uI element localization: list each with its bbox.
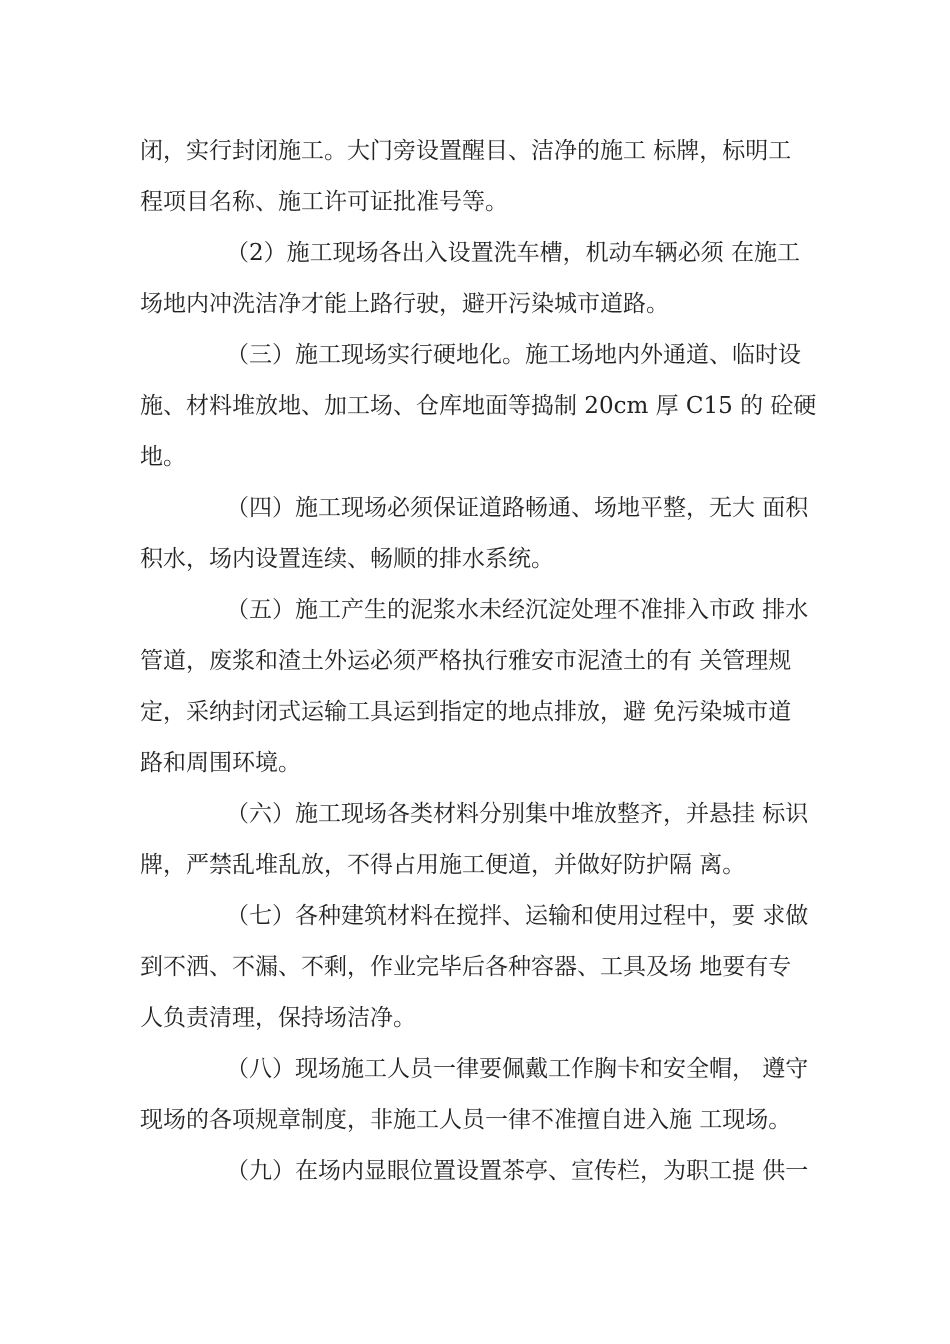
paragraph-start-line: （八）现场施工人员一律要佩戴工作胸卡和安全帽， 遵守 <box>226 1056 809 1082</box>
paragraph-start-line: （五）施工产生的泥浆水未经沉淀处理不准排入市政 排水 <box>226 597 809 623</box>
text-line: 地。 <box>140 444 186 470</box>
paragraph-start-line: （四）施工现场必须保证道路畅通、场地平整，无大 面积 <box>226 495 809 521</box>
text-line: 牌，严禁乱堆乱放，不得占用施工便道，并做好防护隔 离。 <box>140 852 746 878</box>
text-line: 管道，废浆和渣土外运必须严格执行雅安市泥渣土的有 关管理规 <box>140 648 792 674</box>
paragraph-start-line: （2）施工现场各出入设置洗车槽，机动车辆必须 在施工 <box>226 240 800 266</box>
text-line: 积水，场内设置连续、畅顺的排水系统。 <box>140 546 554 572</box>
text-line: 定，采纳封闭式运输工具运到指定的地点排放，避 免污染城市道 <box>140 699 792 725</box>
paragraph-start-line: （三）施工现场实行硬地化。施工场地内外通道、临时设 <box>226 342 801 368</box>
text-line: 闭，实行封闭施工。大门旁设置醒目、洁净的施工 标牌，标明工 <box>140 138 792 164</box>
text-line: 施、材料堆放地、加工场、仓库地面等捣制 20cm 厚 C15 的 砼硬 <box>140 393 817 419</box>
text-line: 路和周围环境。 <box>140 750 301 776</box>
text-line: 人负责清理，保持场洁净。 <box>140 1005 416 1031</box>
text-line: 场地内冲洗洁净才能上路行驶，避开污染城市道路。 <box>140 291 669 317</box>
paragraph-start-line: （七）各种建筑材料在搅拌、运输和使用过程中，要 求做 <box>226 903 809 929</box>
text-line: 程项目名称、施工许可证批准号等。 <box>140 189 508 215</box>
text-line: 现场的各项规章制度，非施工人员一律不准擅自进入施 工现场。 <box>140 1107 792 1133</box>
text-line: 到不洒、不漏、不剩，作业完毕后各种容器、工具及场 地要有专 <box>140 954 792 980</box>
body-text <box>140 126 820 1197</box>
paragraph-start-line: （六）施工现场各类材料分别集中堆放整齐，并悬挂 标识 <box>226 801 809 827</box>
paragraph-start-line: （九）在场内显眼位置设置茶亭、宣传栏，为职工提 供一 <box>226 1158 809 1184</box>
